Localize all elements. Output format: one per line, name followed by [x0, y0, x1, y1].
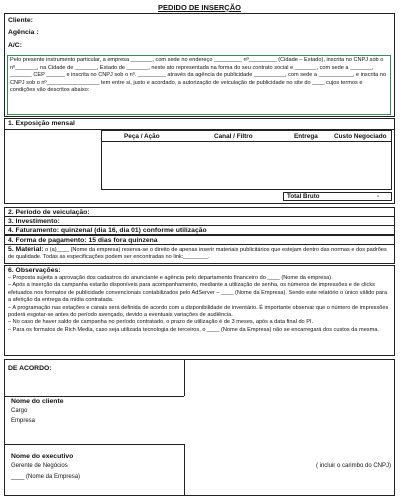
executive-signature-line — [5, 444, 184, 445]
agreement-label: DE ACORDO: — [8, 365, 52, 372]
agency-label: Agência : — [8, 29, 39, 36]
executive-company-label: ____ (Nome da Empresa) — [11, 474, 81, 480]
observations-list — [5, 275, 394, 334]
attention-label: A/C: — [8, 42, 22, 49]
document-title: PEDIDO DE INSERÇÃO — [158, 3, 241, 12]
section-observations — [4, 265, 395, 356]
material-text: o (a)____ (Nome da empresa) reserva-se o direito de apenas inserir materiais publicitários que estejam dentro das normas e dos padrões de qualidade. Todas as especificações podem ser encontradas no link:________. — [8, 247, 387, 261]
observation-item: – Após a inserção da campanha estarão disponíveis para acompanhamento, mediante a utilização de senha, os números de impressões e de clicks efetuados nos formatos de publicidade convencionais contabilizados pelo AdServer – ____ (Nome da Empresa). Sendo este relatório o único válido para a aferição da entrega da mídia contratada. — [8, 282, 388, 304]
insertion-order-document — [4, 3, 395, 480]
signature-area — [4, 359, 395, 496]
executive-name-label: Nome do executivo — [11, 453, 74, 460]
intro-paragraph: Pelo presente instrumento particular, a empresa _______, com sede no endereço _________ nº_________ (Cidade – Estado), inscrita no CNPJ sob o nº_______, na Cidade de _______, Estado de _______, neste ato representada na forma do seu contrato social e _______, com sede a _______, _______ CEP ______ e inscrita no CNPJ sob o nº. _________ através da agência de publicidade __________, com sede a ___________, e inscrita no CNPJ sob o nº_________________ tem entre si, justo e acordado, a autorização de veiculação de publicidade no site do ____ cujos termos e condições vão descritos abaixo: — [7, 55, 391, 115]
section-material — [4, 244, 395, 264]
observation-item: – Proposta sujeita a aprovação dos cadastros do anunciante e agência pelo departamento financeiro do ____ (Nome da empresa). — [8, 275, 333, 281]
section-period-title: 2. Período de veiculação: — [8, 209, 90, 216]
observation-item: – A programação nas estações e canais será definida de acordo com a disponibilidade de inventário. É importante observar que o número de impressões poderá esgotar-se antes do período avençado, devido a eventuais variações de audiência. — [8, 304, 389, 319]
client-label: Cliente: — [8, 17, 33, 24]
section-material-title: 5. Material: — [8, 246, 44, 253]
section-billing — [4, 225, 395, 235]
total-gross-value: - — [376, 193, 379, 200]
observation-item: – No caso de haver saldo de campanha no período contratado, o prazo de utilização é de 3 meses, após a data final do PI. — [8, 319, 314, 326]
section-billing-title: 4. Faturamento: quinzenal (dia 16, dia 01) conforme utilização — [8, 227, 207, 234]
total-gross-box — [283, 192, 392, 201]
client-name-label: Nome do cliente — [11, 398, 64, 405]
client-company-label: Empresa — [11, 418, 36, 424]
section-payment-title: 4. Forma de pagamento: 15 dias fora quinzena — [8, 237, 158, 244]
section-exposure-title: 1. Exposição mensal — [8, 120, 75, 127]
col-header-cost: Custo Negociado — [334, 133, 387, 140]
header-box — [4, 13, 395, 117]
divider — [184, 360, 185, 396]
stamp-note: ( incluir o carimbo do CNPJ) — [315, 463, 391, 469]
divider — [184, 444, 185, 496]
client-signature-line — [5, 396, 184, 397]
executive-role-label: Gerente de Negócios — [11, 463, 68, 469]
observation-item: – Para os formatos de Rich Media, caso seja utilizada tecnologia de terceiros, o ____ (Nome da Empresa) não se encarregará dos custos da mesma. — [8, 326, 379, 333]
table-header-divider — [102, 141, 391, 142]
client-role-label: Cargo — [11, 408, 28, 414]
total-gross-label: Total Bruto — [287, 193, 320, 200]
material-paragraph — [5, 245, 394, 262]
section-exposure — [4, 118, 395, 204]
section-investment-title: 3. Investimento: — [8, 218, 60, 225]
col-header-delivery: Entrega — [294, 133, 318, 140]
exposure-table — [101, 130, 392, 190]
col-header-channel: Canal / Filtro — [214, 133, 253, 140]
col-header-piece: Peça / Ação — [124, 133, 160, 140]
section-observations-title: 6. Observações: — [8, 267, 61, 274]
